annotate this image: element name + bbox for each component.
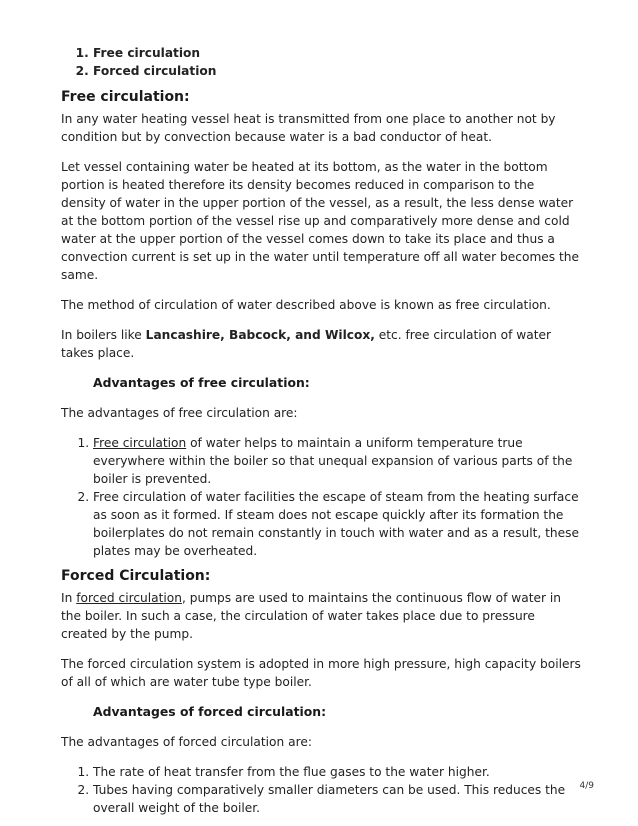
paragraph: In forced circulation, pumps are used to maintains the continuous flow of water in the boiler. In such a case, the circulation of water takes place due to pressure created by the pump. [61, 591, 561, 641]
circulation-types-list [61, 44, 581, 80]
paragraph: In boilers like Lancashire, Babcock, and Wilcox, etc. free circulation of water takes place. [61, 328, 552, 360]
paragraph: The advantages of free circulation are: [61, 406, 298, 420]
bold-text: Lancashire, Babcock, and Wilcox, [145, 328, 375, 342]
free-advantages-list [61, 434, 581, 560]
list-item: 1. Free circulation [93, 44, 581, 62]
list-item: 2. Free circulation of water facilities the escape of steam from the heating surface as soon as it formed. If steam does not escape quickly after its formation the boilerplates do not remain constantly in touch with water and as a result, these plates may be overheated. [93, 488, 581, 560]
paragraph: The method of circulation of water described above is known as free circulation. [61, 298, 551, 312]
free-circulation-link[interactable]: Free circulation [93, 436, 187, 450]
paragraph: The advantages of forced circulation are: [61, 735, 312, 749]
paragraph: Let vessel containing water be heated at its bottom, as the water in the bottom portion is heated therefore its density becomes reduced in comparison to the density of water in the upper portion of the vessel, as a result, the less dense water at the bottom portion of the vessel rise up and comparatively more dense and cold water at the upper portion of the vessel comes down to take its place and thus a convection current is set up in the water until temperature off all water becomes the same. [61, 160, 580, 282]
list-item: 2. Forced circulation [93, 62, 581, 80]
free-circulation-heading: Free circulation: [61, 89, 190, 105]
forced-advantages-list [61, 763, 581, 817]
list-item: 1. The rate of heat transfer from the flue gases to the water higher. [93, 763, 581, 781]
forced-circulation-heading: Forced Circulation: [61, 568, 211, 584]
forced-advantages-heading: Advantages of forced circulation: [93, 704, 327, 719]
forced-circulation-link[interactable]: forced circulation [76, 591, 182, 605]
paragraph: In any water heating vessel heat is transmitted from one place to another not by condition but by convection because water is a bad conductor of heat. [61, 112, 556, 144]
list-item: 1. Free circulation of water helps to maintain a uniform temperature true everywhere within the boiler so that unequal expansion of various parts of the boiler is prevented. [93, 434, 581, 488]
free-advantages-heading: Advantages of free circulation: [93, 375, 310, 390]
list-item: 2. Tubes having comparatively smaller diameters can be used. This reduces the overall weight of the boiler. [93, 781, 581, 817]
page-number: 4/9 [579, 781, 594, 791]
document-page [61, 44, 581, 823]
paragraph: The forced circulation system is adopted in more high pressure, high capacity boilers of all of which are water tube type boiler. [61, 657, 581, 689]
